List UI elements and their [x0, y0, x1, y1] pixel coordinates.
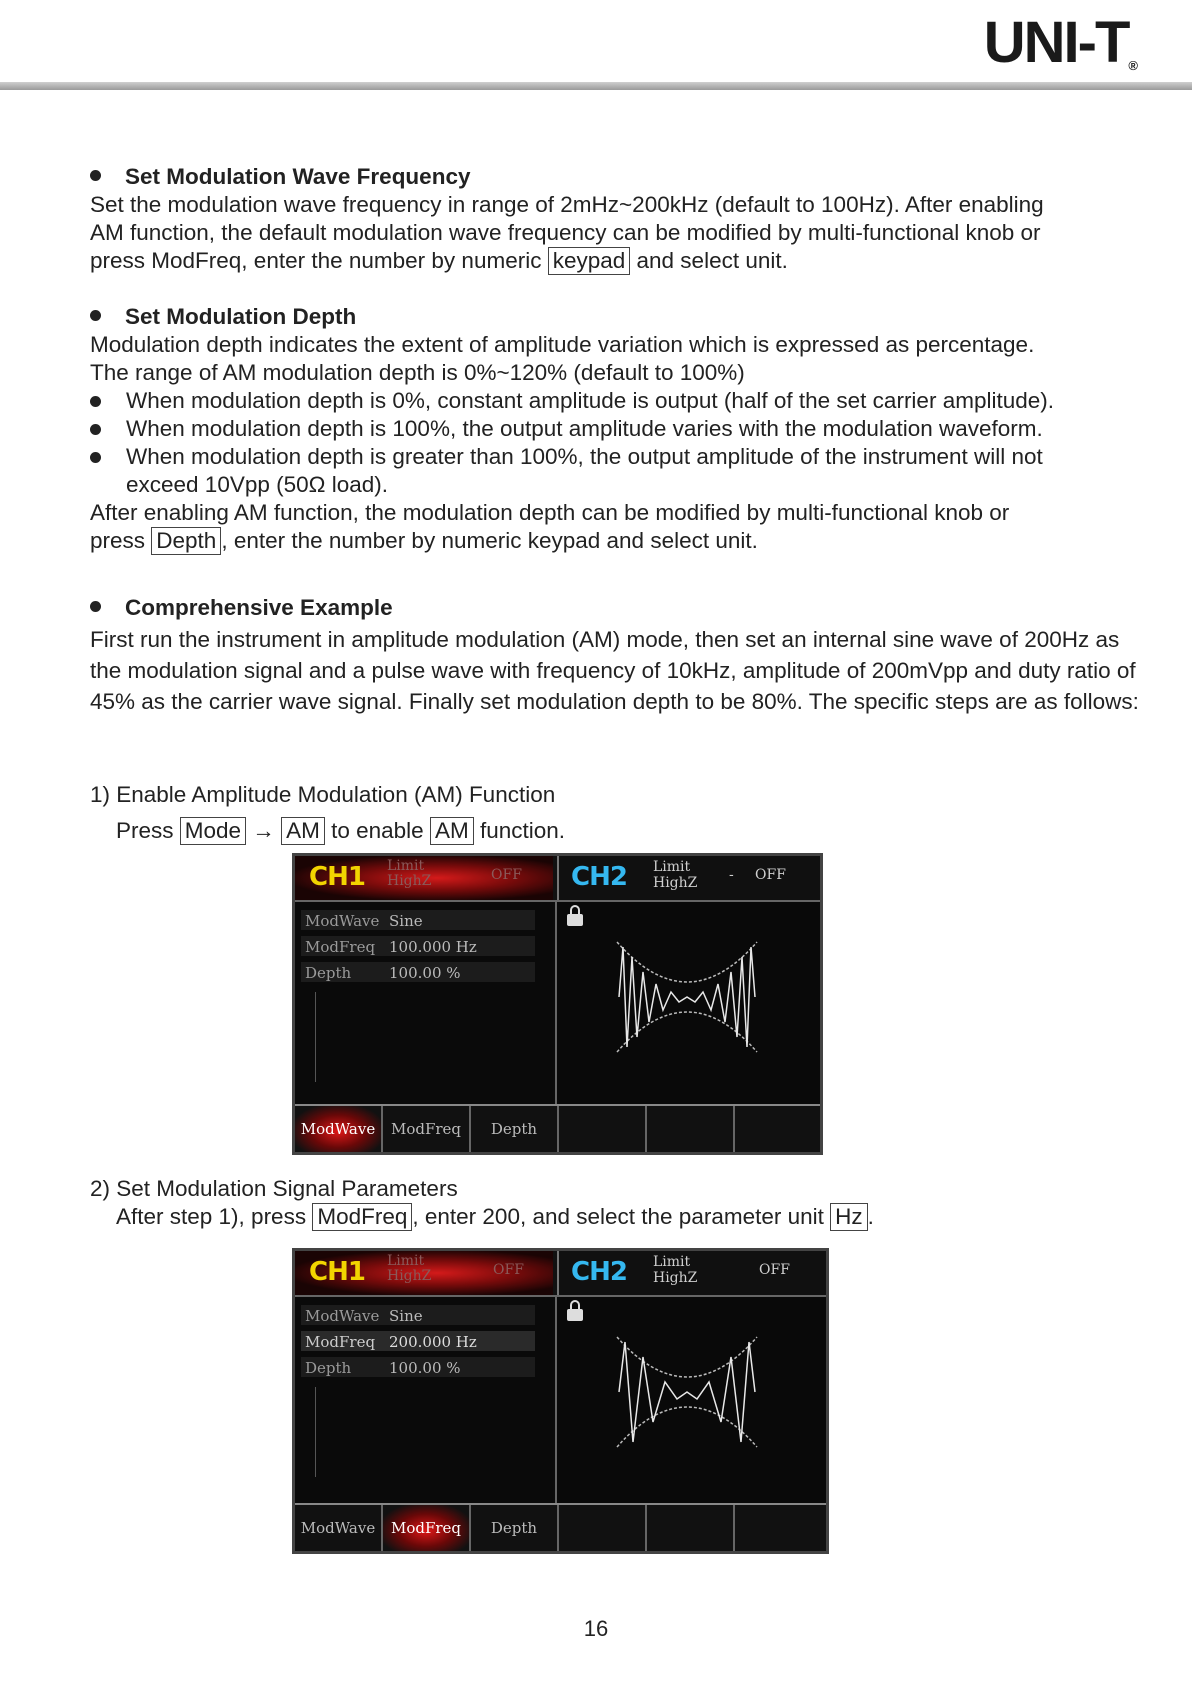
modfreq-line-3: press ModFreq, enter the number by numeric keypad and select unit.: [90, 248, 788, 273]
param-name: ModWave: [305, 1307, 380, 1325]
ch1-label: CH1: [309, 862, 365, 892]
depth-line-2: The range of AM modulation depth is 0%~120% (default to 100%): [90, 360, 745, 385]
instrument-screen-1: [292, 853, 823, 1155]
param-value: 100.000 Hz: [389, 938, 477, 956]
ch2-output-state: OFF: [759, 1262, 790, 1278]
ch2-limit: Limit: [653, 859, 691, 875]
softkey-modwave[interactable]: ModWave: [295, 1505, 383, 1551]
brand-logo: UNI-T®: [983, 10, 1138, 75]
softkey-depth[interactable]: Depth: [471, 1505, 559, 1551]
param-name: Depth: [305, 964, 352, 982]
ch1-limit: Limit: [387, 1253, 425, 1269]
param-name: Depth: [305, 1359, 352, 1377]
ch1-limit: Limit: [387, 858, 425, 874]
step2-title: 2) Set Modulation Signal Parameters: [90, 1176, 458, 1201]
param-value: 100.00 %: [389, 964, 461, 982]
channel-bar: [295, 1251, 826, 1297]
ch1-output-state: OFF: [491, 867, 522, 883]
ch2-label: CH2: [571, 1257, 627, 1287]
section-heading-depth: Set Modulation Depth: [90, 303, 356, 331]
param-panel: [295, 1297, 553, 1503]
bullet-dot: [90, 601, 101, 612]
header-rule: [0, 82, 1192, 90]
ch2-tab: [557, 1251, 826, 1295]
am-key: AM: [430, 817, 474, 845]
param-name: ModFreq: [305, 938, 376, 956]
step1-instruction: Press Mode → AM to enable AM function.: [116, 818, 565, 843]
bullet-dot: [90, 170, 101, 181]
ch1-impedance: HighZ: [387, 1268, 432, 1284]
ch1-output-state: OFF: [493, 1262, 524, 1278]
modfreq-line-1: Set the modulation wave frequency in range of 2mHz~200kHz (default to 100Hz). After enabling: [90, 192, 1044, 217]
param-value: 100.00 %: [389, 1359, 461, 1377]
softkey-empty[interactable]: [559, 1106, 647, 1152]
ch1-tab: [295, 1251, 553, 1295]
waveform-panel: [555, 1297, 826, 1503]
am-waveform-icon: [557, 1297, 821, 1497]
param-panel: [295, 902, 553, 1104]
ch1-impedance: HighZ: [387, 873, 432, 889]
softkey-modfreq[interactable]: ModFreq: [383, 1505, 471, 1551]
softkey-empty[interactable]: [559, 1505, 647, 1551]
param-value: 200.000 Hz: [389, 1333, 477, 1351]
param-value: Sine: [389, 1307, 423, 1325]
depth-line-1: Modulation depth indicates the extent of amplitude variation which is expressed as percentage.: [90, 332, 1035, 357]
channel-bar: [295, 856, 820, 902]
hz-key: Hz: [830, 1203, 868, 1231]
ch2-label: CH2: [571, 862, 627, 892]
depth-bullet: When modulation depth is 0%, constant amplitude is output (half of the set carrier amplitude).: [90, 387, 1150, 415]
softkey-empty[interactable]: [647, 1505, 735, 1551]
ch2-output-state: OFF: [755, 867, 786, 883]
mode-key: Mode: [180, 817, 246, 845]
section-heading-modfreq: Set Modulation Wave Frequency: [90, 163, 470, 191]
param-name: ModFreq: [305, 1333, 376, 1351]
page-number: 16: [583, 1616, 609, 1641]
softkey-depth[interactable]: Depth: [471, 1106, 559, 1152]
ch2-tab: [557, 856, 820, 900]
instrument-screen-2: [292, 1248, 829, 1554]
step1-title: 1) Enable Amplitude Modulation (AM) Function: [90, 782, 556, 807]
softkey-modfreq[interactable]: ModFreq: [383, 1106, 471, 1152]
softkey-modwave[interactable]: ModWave: [295, 1106, 383, 1152]
ch2-limit: Limit: [653, 1254, 691, 1270]
am-waveform-icon: [557, 902, 817, 1102]
step2-instruction: After step 1), press ModFreq , enter 200, and select the parameter unit Hz .: [116, 1204, 874, 1229]
ch1-label: CH1: [309, 1257, 365, 1287]
keypad-key: keypad: [548, 247, 631, 275]
ch2-impedance: HighZ: [653, 1270, 698, 1286]
param-name: ModWave: [305, 912, 380, 930]
ch2-dash: -: [729, 867, 734, 883]
waveform-panel: [555, 902, 820, 1104]
param-value: Sine: [389, 912, 423, 930]
modfreq-line-2: AM function, the default modulation wave frequency can be modified by multi-functional knob or: [90, 220, 1041, 245]
depth-after-2: press Depth , enter the number by numeric keypad and select unit.: [90, 528, 758, 553]
softkey-empty[interactable]: [647, 1106, 735, 1152]
depth-key: Depth: [151, 527, 221, 555]
ch2-impedance: HighZ: [653, 875, 698, 891]
bullet-dot: [90, 310, 101, 321]
depth-after-1: After enabling AM function, the modulation depth can be modified by multi-functional knob or: [90, 500, 1010, 525]
depth-bullet: When modulation depth is greater than 100%, the output amplitude of the instrument will not exceed 10Vpp (50Ω load).: [90, 443, 1120, 499]
example-paragraph: First run the instrument in amplitude modulation (AM) mode, then set an internal sine wave of 200Hz as the modulation signal and a pulse wave with frequency of 10kHz, amplitude of 200mVpp and duty ratio of 45% as the carrier wave signal. Finally set modulation depth to be 80%. The specific steps are as follows:: [90, 627, 1139, 714]
depth-bullet: When modulation depth is 100%, the output amplitude varies with the modulation waveform.: [90, 415, 1150, 443]
softkey-bar: [295, 1104, 820, 1152]
section-heading-example: Comprehensive Example: [90, 594, 393, 622]
modfreq-key: ModFreq: [312, 1203, 412, 1231]
am-key: AM: [281, 817, 325, 845]
softkey-bar: [295, 1503, 826, 1551]
ch1-tab: [295, 856, 553, 900]
